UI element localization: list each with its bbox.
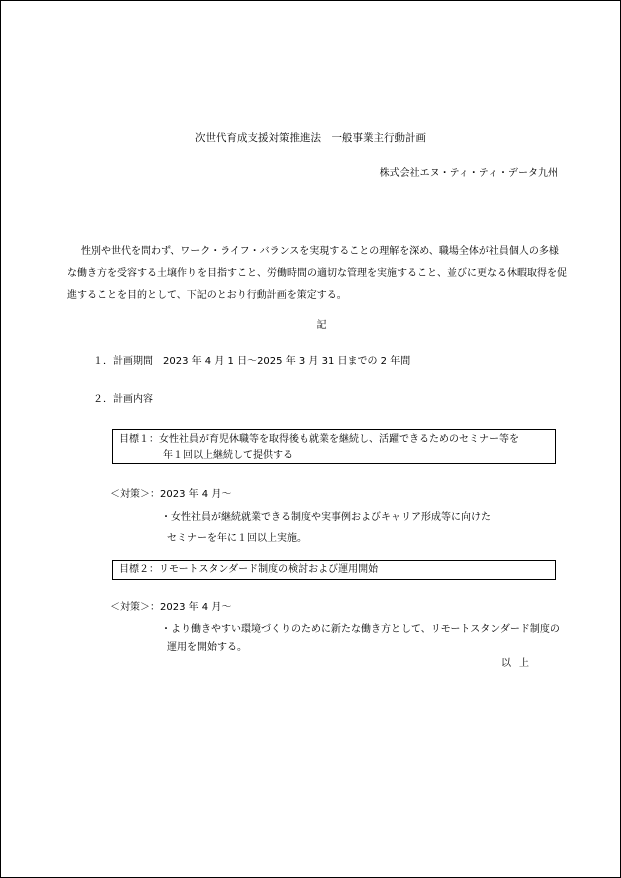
measure-2-line-2: 運用を開始する。 [167,642,247,653]
plan-period: １．計画期間 2023 年 4 月 1 日～2025 年 3 月 31 日までの 2 年間 [93,356,411,367]
measure-1-heading: ＜対策＞：2023 年 4 月～ [110,489,232,500]
measure-2-body [161,621,560,657]
ki-heading: 記 [316,320,327,331]
measure-2-line-1: ・より働きやすい環境づくりのために新たな働き方として、リモートスタンダード制度の [161,624,560,635]
measure-1-line-2: セミナーを年に１回以上実施。 [167,533,307,544]
plan-content-heading: ２．計画内容 [93,394,153,405]
measure-2-heading: ＜対策＞：2023 年 4 月～ [110,602,232,613]
intro-paragraph [67,241,567,307]
measure-1-body [161,507,491,549]
intro-text: 性別や世代を問わず、ワーク・ライフ・バランスを実現することの理解を深め、職場全体が社員個人の多様な働き方を受容する土壌作りを目指すこと、労働時間の適切な管理を実施すること、並びに更なる休暇取得を促進することを目的として、下記のとおり行動計画を策定する。 [67,246,567,301]
measure-1-line-1: ・女性社員が継続就業できる制度や実事例およびキャリア形成等に向けた [161,512,491,523]
goal-1-line-1: 目標１：女性社員が育児休職等を取得後も就業を継続し、活躍できるためのセミナー等を [119,434,519,445]
closing-mark: 以上 [501,658,537,669]
company-name: 株式会社エヌ・ティ・ティ・データ九州 [379,168,558,179]
goal-1-box [112,429,556,464]
document-title: 次世代育成支援対策推進法 一般事業主行動計画 [195,132,426,144]
goal-2-box [112,560,556,580]
goal-1-line-2: 年１回以上継続して提供する [163,450,293,461]
goal-2-text: 目標２：リモートスタンダード制度の検討および運用開始 [119,564,379,575]
